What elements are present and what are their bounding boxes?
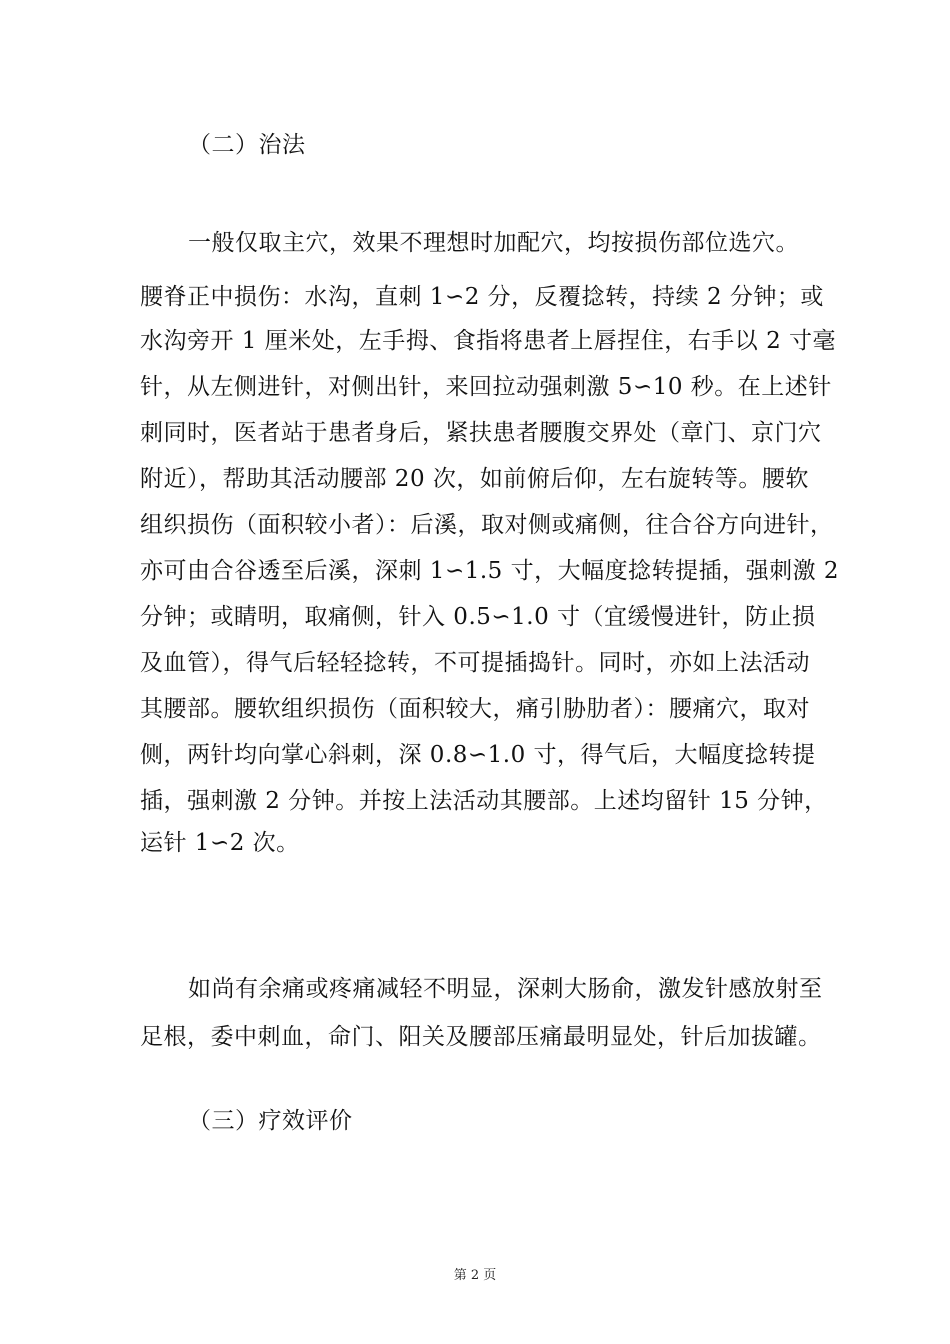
page-number: 第 2 页 bbox=[453, 1268, 497, 1283]
paragraph-line: 腰脊正中损伤：水沟，直刺 1∽2 分，反覆捻转，持续 2 分钟；或 bbox=[140, 284, 824, 310]
paragraph-line: 运针 1∽2 次。 bbox=[140, 830, 300, 856]
paragraph-line: 及血管），得气后轻轻捻转，不可提插捣针。同时，亦如上法活动 bbox=[140, 650, 810, 676]
paragraph-line: 刺同时，医者站于患者身后，紧扶患者腰腹交界处（章门、京门穴 bbox=[140, 420, 822, 446]
paragraph-line: 附近），帮助其活动腰部 20 次，如前俯后仰，左右旋转等。腰软 bbox=[140, 466, 809, 492]
paragraph-line: 亦可由合谷透至后溪，深刺 1∽1.5 寸，大幅度捻转提插，强刺激 2 bbox=[140, 558, 840, 584]
paragraph-line: 侧，两针均向掌心斜刺，深 0.8∽1.0 寸，得气后，大幅度捻转提 bbox=[140, 742, 816, 768]
section-heading-treatment: （二）治法 bbox=[188, 132, 306, 158]
paragraph-line: 水沟旁开 1 厘米处，左手拇、食指将患者上唇捏住，右手以 2 寸毫 bbox=[140, 328, 837, 354]
section-heading-evaluation: （三）疗效评价 bbox=[188, 1108, 353, 1134]
paragraph-line: 其腰部。腰软组织损伤（面积较大，痛引胁肋者）：腰痛穴，取对 bbox=[140, 696, 810, 722]
paragraph-line: 组织损伤（面积较小者）：后溪，取对侧或痛侧，往合谷方向进针， bbox=[140, 512, 834, 538]
paragraph-line: 分钟；或睛明，取痛侧，针入 0.5∽1.0 寸（宜缓慢进针，防止损 bbox=[140, 604, 816, 630]
paragraph-line: 如尚有余痛或疼痛减轻不明显，深刺大肠俞，激发针感放射至 bbox=[188, 976, 823, 1002]
paragraph-line: 一般仅取主穴，效果不理想时加配穴，均按损伤部位选穴。 bbox=[188, 230, 799, 256]
paragraph-line: 针，从左侧进针，对侧出针，来回拉动强刺激 5∽10 秒。在上述针 bbox=[140, 374, 832, 400]
paragraph-line: 足根，委中刺血，命门、阳关及腰部压痛最明显处，针后加拔罐。 bbox=[140, 1024, 822, 1050]
paragraph-line: 插，强刺激 2 分钟。并按上法活动其腰部。上述均留针 15 分钟， bbox=[140, 788, 828, 814]
